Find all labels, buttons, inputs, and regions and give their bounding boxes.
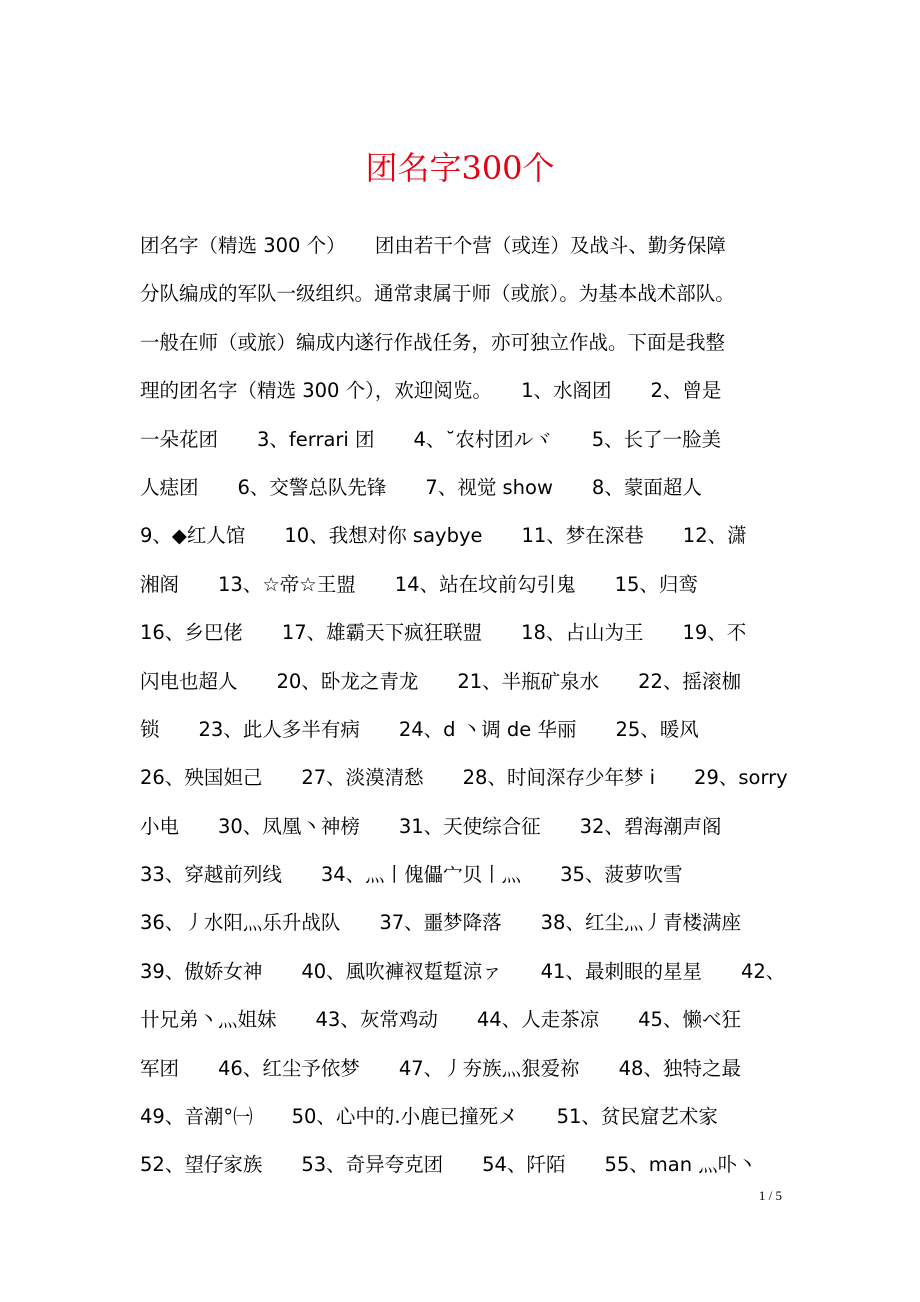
body-text <box>140 222 800 1190</box>
text-line: 36、丿水阳灬乐升战队 37、噩梦降落 38、红尘灬丿青楼满座 <box>140 911 741 935</box>
text-line: 33、穿越前列线 34、灬丨傀儡宀贝丨灬 35、菠萝吹雪 <box>140 863 683 887</box>
text-line: 卄兄弟丶灬姐妹 43、灰常鸡动 44、人走茶凉 45、懒べ狂 <box>140 1008 741 1032</box>
text-line: 一般在师（或旅）编成内遂行作战任务，亦可独立作战。下面是我整 <box>140 330 726 354</box>
text-line: 闪电也超人 20、卧龙之青龙 21、半瓶矿泉水 22、摇滚枷 <box>140 669 741 693</box>
text-line: 26、殃国妲己 27、淡漠清愁 28、时间深存少年梦 i 29、sorry <box>140 766 788 790</box>
text-line: 锁 23、此人多半有病 24、d 丶调 de 华丽 25、暖风 <box>140 717 699 741</box>
text-line: 52、望仔家族 53、奇异夸克团 54、阡陌 55、man 灬卟丶 <box>140 1153 757 1177</box>
page-title: 团名字300个 <box>365 149 555 187</box>
text-line: 湘阁 13、☆帝☆王盟 14、站在坟前勾引鬼 15、归鸾 <box>140 572 698 596</box>
text-line: 9、◆红人馆 10、我想对你 saybye 11、梦在深巷 12、潇 <box>140 524 747 548</box>
text-line: 49、音潮°㈠ 50、心中的.小鹿已撞死メ 51、贫民窟艺术家 <box>140 1105 718 1129</box>
text-line: 一朵花团 3、ferrari 团 4、˘农村团ルヾ 5、长了一脸美 <box>140 427 722 451</box>
text-line: 分队编成的军队一级组织。通常隶属于师（或旅）。为基本战术部队。 <box>140 282 735 306</box>
text-line: 人痣团 6、交警总队先锋 7、视觉 show 8、蒙面超人 <box>140 475 702 499</box>
text-line: 团名字（精选 300 个） 团由若干个营（或连）及战斗、勤务保障 <box>140 234 726 257</box>
text-line: 16、乡巴佬 17、雄霸天下疯狂联盟 18、占山为王 19、不 <box>140 621 747 645</box>
text-line: 小电 30、凤凰丶神榜 31、天使综合征 32、碧海潮声阁 <box>140 814 722 838</box>
text-line: 理的团名字（精选 300 个），欢迎阅览。 1、水阁团 2、曾是 <box>140 379 722 403</box>
page-number: 1 / 5 <box>758 1188 782 1203</box>
text-line: 军团 46、红尘予依梦 47、丿夯族灬狠爱祢 48、独特之最 <box>140 1056 741 1080</box>
text-line: 39、傲娇女神 40、風吹褲衩踅踅涼ァ 41、最刺眼的星星 42、 <box>140 959 786 983</box>
